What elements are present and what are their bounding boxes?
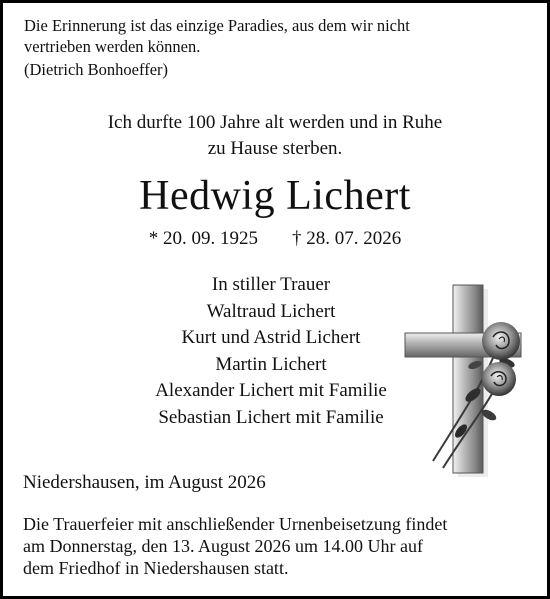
intro-line-2: zu Hause sterben. xyxy=(207,138,343,159)
death-date: † 28. 07. 2026 xyxy=(292,228,402,249)
mourner-name: Martin Lichert xyxy=(215,353,327,375)
life-dates xyxy=(3,226,547,252)
mourner-name: Sebastian Lichert mit Familie xyxy=(158,406,384,428)
quote-author: (Dietrich Bonhoeffer) xyxy=(24,60,169,79)
mourners-list xyxy=(121,272,421,431)
funeral-line-2: am Donnerstag, den 13. August 2026 um 14.00 Uhr auf xyxy=(23,536,423,556)
funeral-line-3: dem Friedhof in Niedershausen statt. xyxy=(23,558,289,578)
intro-text xyxy=(3,110,547,162)
funeral-notice xyxy=(23,513,533,579)
intro-line-1: Ich durfte 100 Jahre alt werden und in Ruhe xyxy=(107,112,443,133)
funeral-line-1: Die Trauerfeier mit anschließender Urnenbeisetzung findet xyxy=(23,514,448,534)
place-and-date: Niedershausen, im August 2026 xyxy=(23,472,266,493)
mourner-name: Waltraud Lichert xyxy=(206,300,336,322)
quote-block xyxy=(24,15,524,80)
birth-date: * 20. 09. 1925 xyxy=(148,228,258,249)
mourners-heading: In stiller Trauer xyxy=(211,274,331,295)
quote-line-1: Die Erinnerung ist das einzige Paradies, aus dem wir nicht xyxy=(24,16,410,35)
deceased-name: Hedwig Lichert xyxy=(139,173,411,219)
mourner-name: Kurt und Astrid Lichert xyxy=(181,327,361,348)
quote-line-2: vertrieben werden können. xyxy=(24,37,201,56)
mourner-name: Alexander Lichert mit Familie xyxy=(155,380,387,401)
cross-with-roses-icon xyxy=(403,283,525,479)
